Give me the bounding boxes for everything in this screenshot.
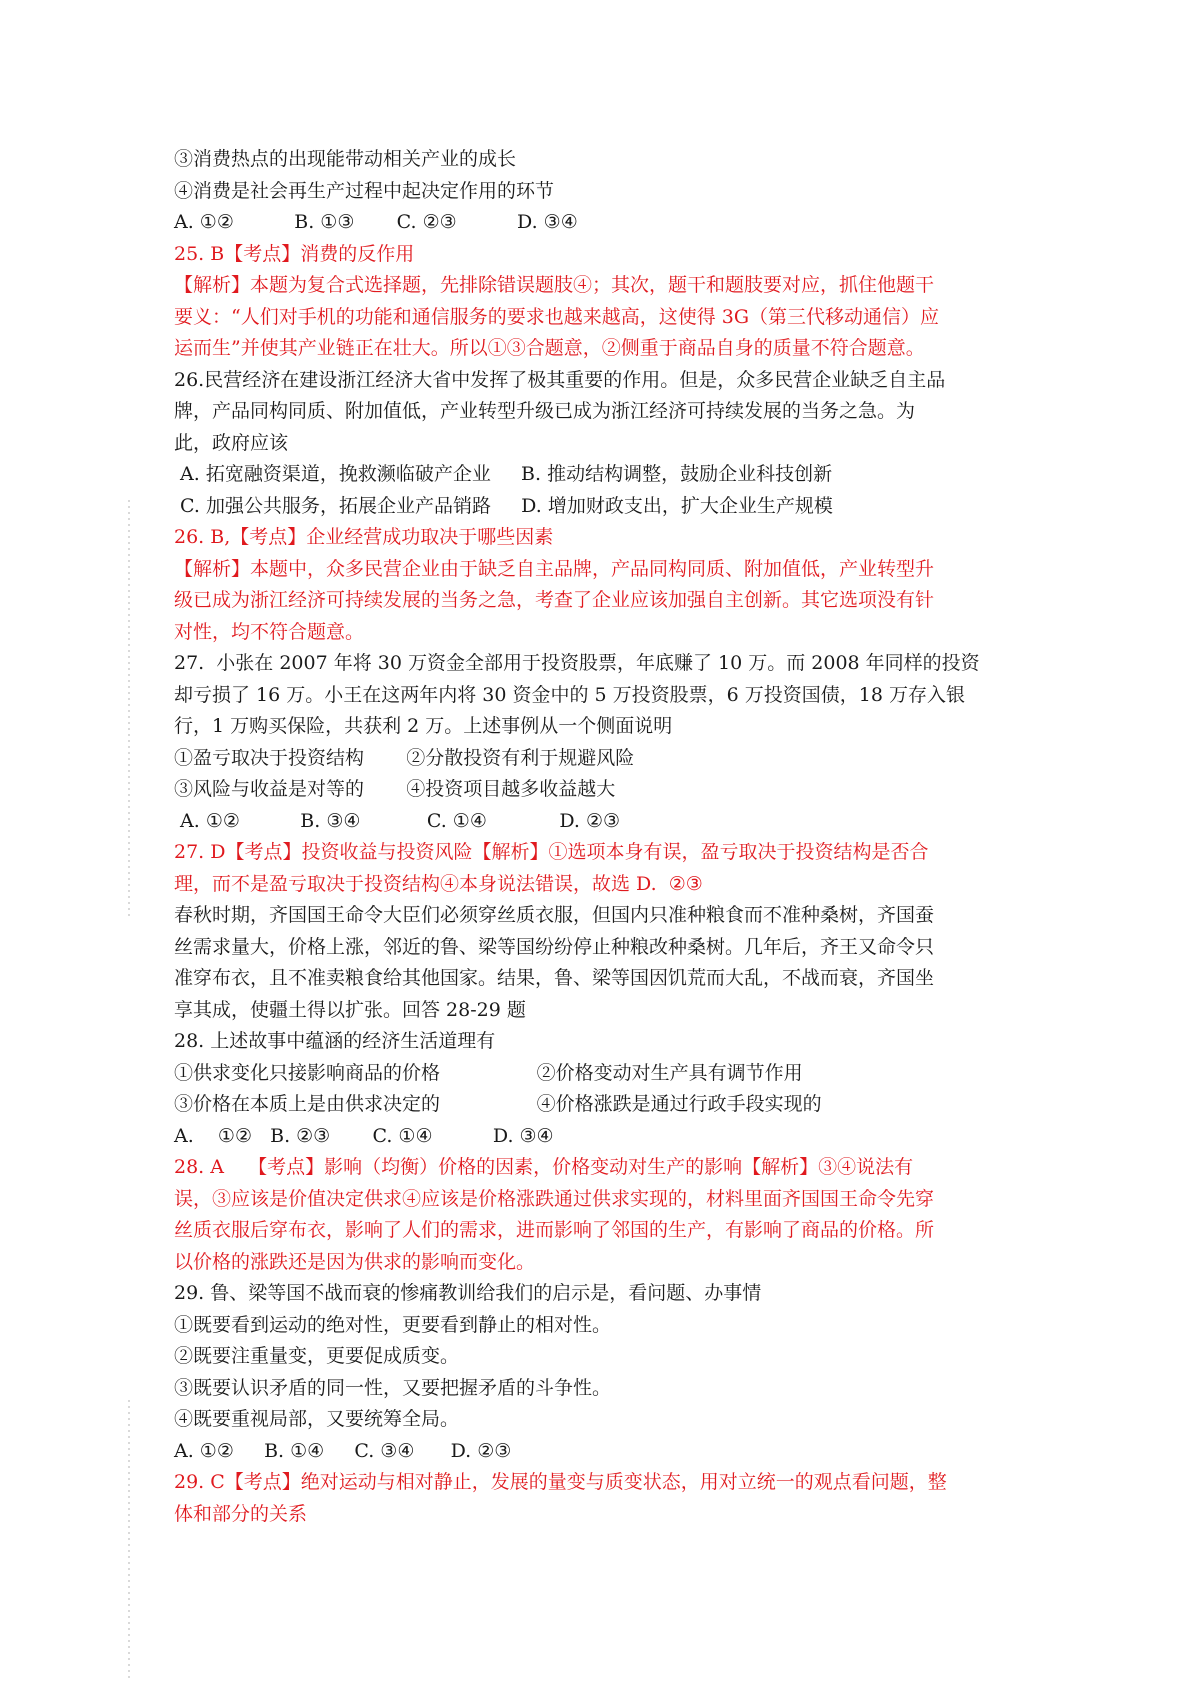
question-text-line: A. 拓宽融资渠道，挽救濒临破产企业 B. 推动结构调整，鼓励企业科技创新 <box>174 463 833 485</box>
answer-explanation-line: 25. B【考点】消费的反作用 <box>174 242 415 265</box>
question-text-line: 27. 小张在 2007 年将 30 万资金全部用于投资股票，年底赚了 10 万。而 2008 年同样的投资 <box>174 652 980 674</box>
answer-explanation-line: 【解析】本题为复合式选择题，先排除错误题肢④；其次，题干和题肢要对应，抓住他题干 <box>174 274 935 296</box>
question-text-line: 29. 鲁、梁等国不战而衰的惨痛教训给我们的启示是，看问题、办事情 <box>174 1282 762 1304</box>
question-text-line: ③既要认识矛盾的同一性，又要把握矛盾的斗争性。 <box>174 1376 612 1399</box>
question-text-line: A. ①② B. ②③ C. ①④ D. ③④ <box>174 1124 554 1147</box>
answer-explanation-line: 丝质衣服后穿布衣，影响了人们的需求，进而影响了邻国的生产，有影响了商品的价格。所 <box>174 1219 935 1241</box>
question-text-line: ①盈亏取决于投资结构 ②分散投资有利于规避风险 <box>174 746 635 769</box>
answer-explanation-line: 29. C【考点】绝对运动与相对静止，发展的量变与质变状态，用对立统一的观点看问题，整 <box>174 1471 947 1493</box>
answer-explanation-line: 以价格的涨跌还是因为供求的影响而变化。 <box>174 1250 536 1273</box>
question-text-line: 准穿布衣，且不准卖粮食给其他国家。结果，鲁、梁等国因饥荒而大乱，不战而衰，齐国坐 <box>174 967 935 989</box>
margin-binding-mark <box>128 500 130 920</box>
answer-explanation-line: 理，而不是盈亏取决于投资结构④本身说法错误，故选 D. ②③ <box>174 872 703 895</box>
question-text-line: ④既要重视局部，又要统筹全局。 <box>174 1408 460 1430</box>
answer-explanation-line: 级已成为浙江经济可持续发展的当务之急，考查了企业应该加强自主创新。其它选项没有针 <box>174 589 935 611</box>
answer-explanation-line: 【解析】本题中，众多民营企业由于缺乏自主品牌，产品同构同质、附加值低，产业转型升 <box>174 557 935 580</box>
answer-explanation-line: 误，③应该是价值决定供求④应该是价格涨跌通过供求实现的，材料里面齐国国王命令先穿 <box>174 1187 935 1210</box>
question-text-line: 26.民营经济在建设浙江经济大省中发挥了极其重要的作用。但是，众多民营企业缺乏自主品 <box>174 368 946 391</box>
answer-explanation-line: 要义：“人们对手机的功能和通信服务的要求也越来越高，这使得 3G（第三代移动通信）应 <box>174 305 940 328</box>
answer-explanation-line: 28. A 【考点】影响（均衡）价格的因素，价格变动对生产的影响【解析】③④说法有 <box>174 1156 914 1178</box>
question-text-line: 却亏损了 16 万。小王在这两年内将 30 资金中的 5 万投资股票，6 万投资国债，18 万存入银 <box>174 683 966 706</box>
answer-explanation-line: 26. B,【考点】企业经营成功取决于哪些因素 <box>174 526 554 548</box>
question-text-line: A. ①② B. ①④ C. ③④ D. ②③ <box>174 1439 512 1462</box>
question-text-line: 此，政府应该 <box>174 431 289 454</box>
question-text-line: ④消费是社会再生产过程中起决定作用的环节 <box>174 179 555 202</box>
question-text-line: ②既要注重量变，更要促成质变。 <box>174 1345 460 1367</box>
question-text-line: A. ①② B. ①③ C. ②③ D. ③④ <box>174 211 578 233</box>
question-text-line: 28. 上述故事中蕴涵的经济生活道理有 <box>174 1030 496 1052</box>
answer-explanation-line: 对性，均不符合题意。 <box>174 620 365 643</box>
document-body <box>174 144 1036 1530</box>
question-text-line: ③消费热点的出现能带动相关产业的成长 <box>174 148 517 170</box>
question-text-line: ③风险与收益是对等的 ④投资项目越多收益越大 <box>174 778 616 800</box>
answer-explanation-line: 27. D【考点】投资收益与投资风险【解析】①选项本身有误，盈亏取决于投资结构是否合 <box>174 841 929 863</box>
question-text-line: C. 加强公共服务，拓展企业产品销路 D. 增加财政支出，扩大企业生产规模 <box>174 494 833 517</box>
answer-explanation-line: 体和部分的关系 <box>174 1502 308 1525</box>
question-text-line: ①供求变化只接影响商品的价格 ②价格变动对生产具有调节作用 <box>174 1061 803 1084</box>
question-text-line: 行，1 万购买保险，共获利 2 万。上述事例从一个侧面说明 <box>174 715 673 737</box>
question-text-line: ③价格在本质上是由供求决定的 ④价格涨跌是通过行政手段实现的 <box>174 1093 822 1115</box>
question-text-line: 春秋时期，齐国国王命令大臣们必须穿丝质衣服，但国内只准种粮食而不准种桑树，齐国蚕 <box>174 904 935 926</box>
question-text-line: ①既要看到运动的绝对性，更要看到静止的相对性。 <box>174 1313 612 1336</box>
answer-explanation-line: 运而生”并使其产业链正在壮大。所以①③合题意，②侧重于商品自身的质量不符合题意。 <box>174 337 925 359</box>
question-text-line: 享其成，使疆土得以扩张。回答 28-29 题 <box>174 998 526 1021</box>
question-text-line: 牌，产品同构同质、附加值低，产业转型升级已成为浙江经济可持续发展的当务之急。为 <box>174 400 916 422</box>
question-text-line: 丝需求量大，价格上涨，邻近的鲁、梁等国纷纷停止种粮改种桑树。几年后，齐王又命令只 <box>174 935 935 958</box>
question-text-line: A. ①② B. ③④ C. ①④ D. ②③ <box>174 809 621 832</box>
margin-binding-mark <box>128 1400 130 1680</box>
